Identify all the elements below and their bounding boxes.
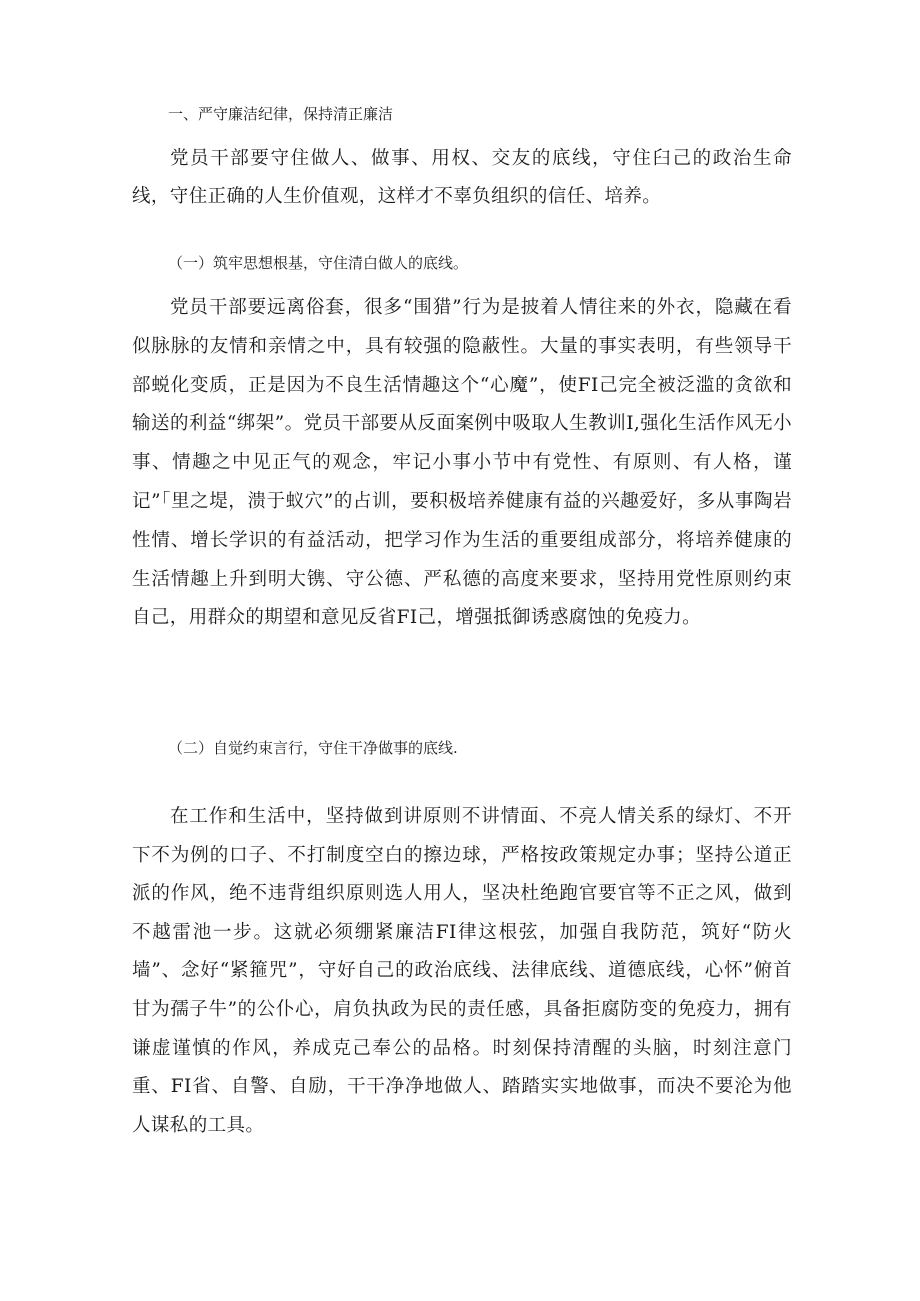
section-heading: 一、严守廉洁纪律，保持清正廉洁 — [168, 105, 394, 123]
intro-paragraph: 党员干部要守住做人、做事、用权、交友的底线，守住臼己的政治生命线，守住正确的人生价值观，这样才不辜负组织的信任、培养。 — [132, 148, 792, 207]
subsection-1-heading: （一）筑牢思想根基，守住清白做人的底线。 — [168, 254, 469, 272]
subsection-2-paragraph: 在工作和生活中，坚持做到讲原则不讲情面、不亮人情关系的绿灯、不开下不为例的口子、不打制度空白的擦边球，严格按政策规定办事；坚持公道正派的作风，绝不违背组织原则选人用人，坚决杜绝跑官要官等不正之风，做到不越雷池一步。这就必须绷紧廉洁FI律这根弦，加强自我防范，筑好“防火墙”、念好“紧箍咒”，守好自己的政治底线、法律底线、道德底线，心怀”俯首甘为孺子牛”的公仆心，肩负执政为民的责任感，具备拒腐防变的免疫力，拥有谦虚谨慎的作风，养成克己奉公的品格。时刻保持清醒的头脑，时刻注意门重、FI省、自警、自励，干干净净地做人、踏踏实实地做事，而决不要沦为他人谋私的工具。 — [132, 806, 792, 1136]
subsection-2-heading: （二）自觉约束言行，守住干净做事的底线. — [168, 739, 458, 757]
subsection-1-paragraph: 党员干部要远离俗套，很多“围猎”行为是披着人情往来的外衣，隐藏在看似脉脉的友情和亲情之中，具有较强的隐蔽性。大量的事实表明，有些领导干部蜕化变质，正是因为不良生活情趣这个“心魔”，使FI己完全被泛滥的贪欲和输送的利益“绑架”。党员干部要从反面案例中吸取人生教训I,强化生活作风无小事、情趣之中见正气的观念，牢记小事小节中有党性、有原则、有人格，谨记”「里之堤，溃于蚁穴”的占训，要积极培养健康有益的兴趣爱好，多从事陶岩性情、增长学识的有益活动，把学习作为生活的重要组成部分，将培养健康的生活情趣上升到明大镌、守公德、严私德的高度来要求，坚持用党性原则约束自己，用群众的期望和意见反省FI己，增强抵御诱惑腐蚀的免疫力。 — [132, 297, 792, 629]
